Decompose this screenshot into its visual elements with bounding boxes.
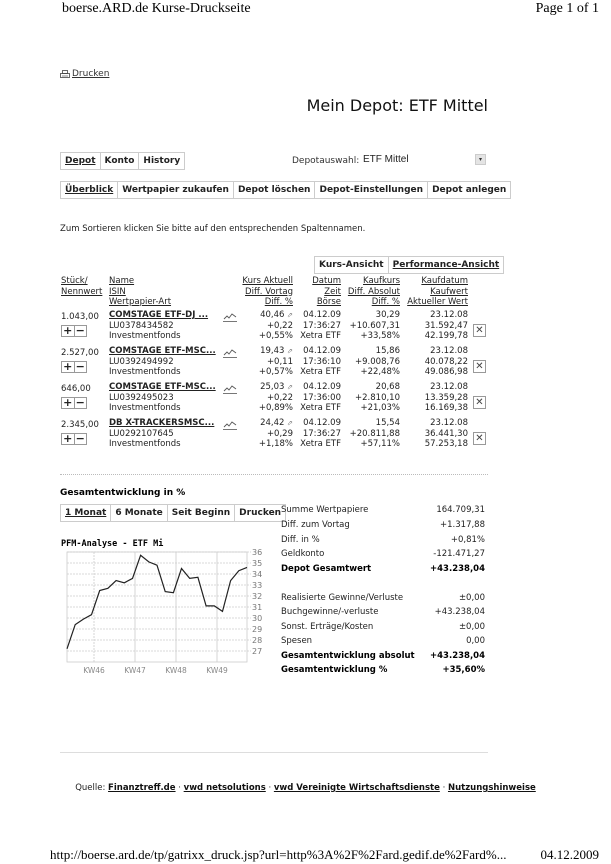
sort-isin[interactable]: ISIN [109,286,126,297]
quantity-stepper [61,397,87,409]
kurs-aktuell: 40,46 [260,310,285,320]
sort-nennwert[interactable]: Nennwert [61,286,103,297]
trend-arrow-icon: ⬀ [287,419,293,427]
separator: · [268,783,272,793]
remove-position-button[interactable]: ✕ [473,432,486,445]
kaufwert: 36.441,30 [424,428,468,439]
print-link[interactable] [60,69,109,79]
header-datum [312,276,341,308]
security-type: Investmentfonds [109,331,181,341]
plus-button[interactable]: + [62,326,75,336]
summary-row [281,622,485,633]
kurs-aktuell: 25,03 [260,382,285,392]
diff-absolut: +2.810,10 [355,392,400,403]
summary-row [281,636,485,647]
diff-pct: +1,18% [258,439,293,449]
tab-seit-beginn[interactable]: Seit Beginn [168,505,235,521]
svg-text:36: 36 [252,548,263,557]
summary-label: Depot Gesamtwert [281,564,372,574]
isin: LU0392494992 [109,356,174,367]
kaufdatum: 23.12.08 [430,310,468,320]
summary-value: +0,81% [450,535,485,545]
header-kaufdatum [407,276,468,308]
summary-value: +43.238,04 [434,607,485,617]
print-header-title: boerse.ARD.de Kurse-Druckseite [62,1,251,16]
svg-text:KW47: KW47 [124,666,146,675]
sort-wertpapier-art[interactable]: Wertpapier-Art [109,297,172,307]
plus-button[interactable]: + [62,398,75,408]
svg-text:27: 27 [252,647,263,656]
stueck-value: 2.345,00 [61,420,99,430]
security-name-link[interactable]: COMSTAGE ETF-MSC... [109,382,216,392]
trend-arrow-icon: ⬀ [287,311,293,319]
remove-position-button[interactable]: ✕ [473,396,486,409]
print-header-page: Page 1 of 1 [535,1,599,16]
kaufkurs: 30,29 [375,310,400,320]
mini-chart-icon[interactable] [223,313,237,322]
summary-label: Geldkonto [281,549,325,559]
diff-pct: +0,55% [258,331,293,341]
summary-label: Gesamtentwicklung % [281,665,388,675]
kaufwert: 40.078,22 [424,356,468,367]
trend-arrow-icon: ⬀ [287,383,293,391]
sub-tabs [60,181,511,199]
print-link-label: Drucken [72,69,110,79]
datum: 04.12.09 [303,418,341,428]
summary-value: ±0,00 [458,593,485,603]
quantity-stepper [61,433,87,445]
stueck-value: 1.043,00 [61,312,99,322]
security-name-link[interactable]: DB X-TRACKERSMSC... [109,418,215,428]
isin: LU0292107645 [109,428,174,439]
summary-value: 164.709,31 [436,505,485,515]
tab-1-monat[interactable]: 1 Monat [61,505,111,521]
svg-text:31: 31 [252,603,263,612]
minus-button[interactable]: − [75,432,85,445]
kaufkurs: 15,54 [375,418,400,428]
diff-pct-kauf: +22,48% [360,367,400,377]
summary-label: Buchgewinne/-verluste [281,607,379,617]
tab-ueberblick[interactable]: Überblick [61,182,118,198]
separator: · [442,783,446,793]
section-divider [60,474,488,475]
kaufkurs: 20,68 [375,382,400,392]
remove-position-button[interactable]: ✕ [473,324,486,337]
tab-drucken[interactable]: Drucken [239,508,282,518]
summary-value: -121.471,27 [433,549,485,559]
zeit: 17:36:27 [302,320,341,331]
diff-vortag: +0,29 [266,428,293,439]
summary-row [281,564,485,575]
sort-kaufdatum[interactable]: Kaufdatum [421,276,468,286]
tab-history[interactable]: History [143,156,181,166]
print-footer-date: 04.12.2009 [540,847,599,862]
mini-chart-icon[interactable] [223,421,237,430]
summary-row [281,549,485,560]
svg-text:KW49: KW49 [206,666,228,675]
plus-button[interactable]: + [62,434,75,444]
summary-row [281,665,485,676]
boerse: Xetra ETF [300,403,341,413]
sort-hint: Zum Sortieren klicken Sie bitte auf den entsprechenden Spaltennamen. [60,224,366,234]
quantity-stepper [61,325,87,337]
header-name [109,276,171,308]
sort-boerse[interactable]: Börse [316,297,341,307]
summary-label: Spesen [281,636,313,646]
zeit: 17:36:10 [302,356,341,367]
summary-value: +35,60% [442,665,485,675]
summary-label: Sonst. Erträge/Kosten [281,622,374,632]
aktueller-wert: 57.253,18 [424,439,468,449]
kaufdatum: 23.12.08 [430,382,468,392]
sort-kurs-aktuell[interactable]: Kurs Aktuell [242,276,293,286]
source-label: Quelle: [75,783,106,793]
mini-chart-icon[interactable] [223,349,237,358]
diff-pct-kauf: +21,03% [360,403,400,413]
sort-zeit[interactable]: Zeit [324,286,341,297]
dropdown-arrow-icon[interactable]: ▾ [475,154,486,165]
sort-diff-pct-kauf[interactable]: Diff. % [371,297,400,307]
depot-select[interactable]: ETF Mittel [363,154,409,165]
tab-6-monate[interactable]: 6 Monate [111,505,167,521]
summary-label: Diff. zum Vortag [281,520,350,530]
performance-title: Gesamtentwicklung in % [60,488,186,498]
aktueller-wert: 42.199,78 [424,331,468,341]
security-type: Investmentfonds [109,439,181,449]
tab-depot-einstellungen[interactable]: Depot-Einstellungen [315,182,428,198]
svg-text:35: 35 [252,559,263,568]
tab-wertpapier-zukaufen[interactable]: Wertpapier zukaufen [118,182,234,198]
link-vwd-netsolutions[interactable]: vwd netsolutions [183,783,266,793]
page-title: Mein Depot: ETF Mittel [306,96,488,115]
sort-aktueller-wert[interactable]: Aktueller Wert [407,297,468,307]
tab-kurs-ansicht[interactable]: Kurs-Ansicht [315,257,389,273]
svg-text:29: 29 [252,625,263,634]
link-finanztreff[interactable]: Finanztreff.de [108,783,176,793]
main-tabs [60,152,185,170]
diff-absolut: +10.607,31 [349,320,400,331]
quantity-stepper [61,361,87,373]
boerse: Xetra ETF [300,367,341,377]
datum: 04.12.09 [303,382,341,392]
security-type: Investmentfonds [109,367,181,377]
aktueller-wert: 49.086,98 [424,367,468,377]
datum: 04.12.09 [303,346,341,356]
svg-text:34: 34 [252,570,263,579]
sort-stueck[interactable]: Stück/ [61,276,88,286]
summary-value: +43.238,04 [430,564,485,574]
minus-button[interactable]: − [75,360,85,373]
kaufdatum: 23.12.08 [430,418,468,428]
summary-row [281,535,485,546]
summary-row [281,520,485,531]
kaufwert: 31.592,47 [424,320,468,331]
svg-text:32: 32 [252,592,263,601]
svg-text:KW46: KW46 [83,666,105,675]
summary-label: Realisierte Gewinne/Verluste [281,593,404,603]
aktueller-wert: 16.169,38 [424,403,468,413]
diff-vortag: +0,22 [266,392,293,403]
summary-label: Summe Wertpapiere [281,505,369,515]
kurs-aktuell: 24,42 [260,418,285,428]
sort-datum[interactable]: Datum [312,276,341,286]
kaufdatum: 23.12.08 [430,346,468,356]
minus-button[interactable]: − [75,396,85,409]
tab-depot-anlegen[interactable]: Depot anlegen [432,185,507,195]
kurs-aktuell: 19,43 [260,346,285,356]
summary-row [281,505,485,516]
summary-row [281,607,485,618]
remove-position-button[interactable]: ✕ [473,360,486,373]
zeit: 17:36:27 [302,428,341,439]
summary-value: +43.238,04 [430,651,485,661]
diff-pct: +0,89% [258,403,293,413]
mini-chart-icon[interactable] [223,385,237,394]
plus-button[interactable]: + [62,362,75,372]
diff-pct-kauf: +57,11% [360,439,400,449]
print-footer-url: http://boerse.ard.de/tp/gatrixx_druck.jsp?url=http%3A%2F%2Fard.gedif.de%2Fard%... [50,847,507,862]
chart-title: PFM-Analyse - ETF Mi [61,539,164,549]
depot-select-label: Depotauswahl: [292,156,360,166]
diff-absolut: +9.008,76 [355,356,400,367]
sort-kaufkurs[interactable]: Kaufkurs [363,276,400,286]
isin: LU0378434582 [109,320,174,331]
link-nutzungshinweise[interactable]: Nutzungshinweise [447,783,536,793]
diff-vortag: +0,11 [266,356,293,367]
link-vwd-vereinigte[interactable]: vwd Vereinigte Wirtschaftsdienste [273,783,440,793]
svg-text:KW48: KW48 [165,666,187,675]
tab-konto[interactable]: Konto [101,153,140,169]
svg-text:28: 28 [252,636,263,645]
zeit: 17:36:00 [302,392,341,403]
sort-diff-vortag[interactable]: Diff. Vortag [245,286,293,297]
diff-absolut: +20.811,88 [349,428,400,439]
diff-pct-kauf: +33,58% [360,331,400,341]
summary-label: Gesamtentwicklung absolut [281,651,415,661]
sort-diff-pct[interactable]: Diff. % [264,297,293,307]
tab-depot-loeschen[interactable]: Depot löschen [234,182,316,198]
security-type: Investmentfonds [109,403,181,413]
summary-value: +1.317,88 [440,520,485,530]
tab-performance-ansicht[interactable]: Performance-Ansicht [392,260,500,270]
view-tabs [314,256,504,274]
performance-chart [55,548,270,678]
kaufwert: 13.359,28 [424,392,468,403]
svg-text:33: 33 [252,581,263,590]
security-name-link[interactable]: COMSTAGE ETF-DJ ... [109,310,209,320]
isin: LU0392495023 [109,392,174,403]
minus-button[interactable]: − [75,324,85,337]
sort-kaufwert[interactable]: Kaufwert [430,286,468,297]
header-stueck [61,276,102,297]
header-kaufkurs [348,276,400,308]
trend-arrow-icon: ⬀ [287,347,293,355]
summary-value: ±0,00 [458,622,485,632]
summary-row [281,651,485,662]
diff-pct: +0,57% [258,367,293,377]
stueck-value: 646,00 [61,384,91,394]
svg-text:30: 30 [252,614,263,623]
datum: 04.12.09 [303,310,341,320]
sort-diff-absolut[interactable]: Diff. Absolut [347,286,400,297]
diff-vortag: +0,22 [266,320,293,331]
summary-value: 0,00 [466,636,485,646]
security-name-link[interactable]: COMSTAGE ETF-MSC... [109,346,216,356]
sort-name[interactable]: Name [109,276,135,286]
kaufkurs: 15,86 [375,346,400,356]
header-kurs [242,276,293,308]
source-footer [0,783,611,794]
boerse: Xetra ETF [300,331,341,341]
summary-row [281,593,485,604]
summary-label: Diff. in % [281,535,320,545]
footer-divider [60,752,488,753]
separator: · [178,783,181,793]
printer-icon [60,70,70,79]
stueck-value: 2.527,00 [61,348,99,358]
performance-tabs [60,504,286,522]
tab-depot[interactable]: Depot [61,153,101,169]
boerse: Xetra ETF [300,439,341,449]
